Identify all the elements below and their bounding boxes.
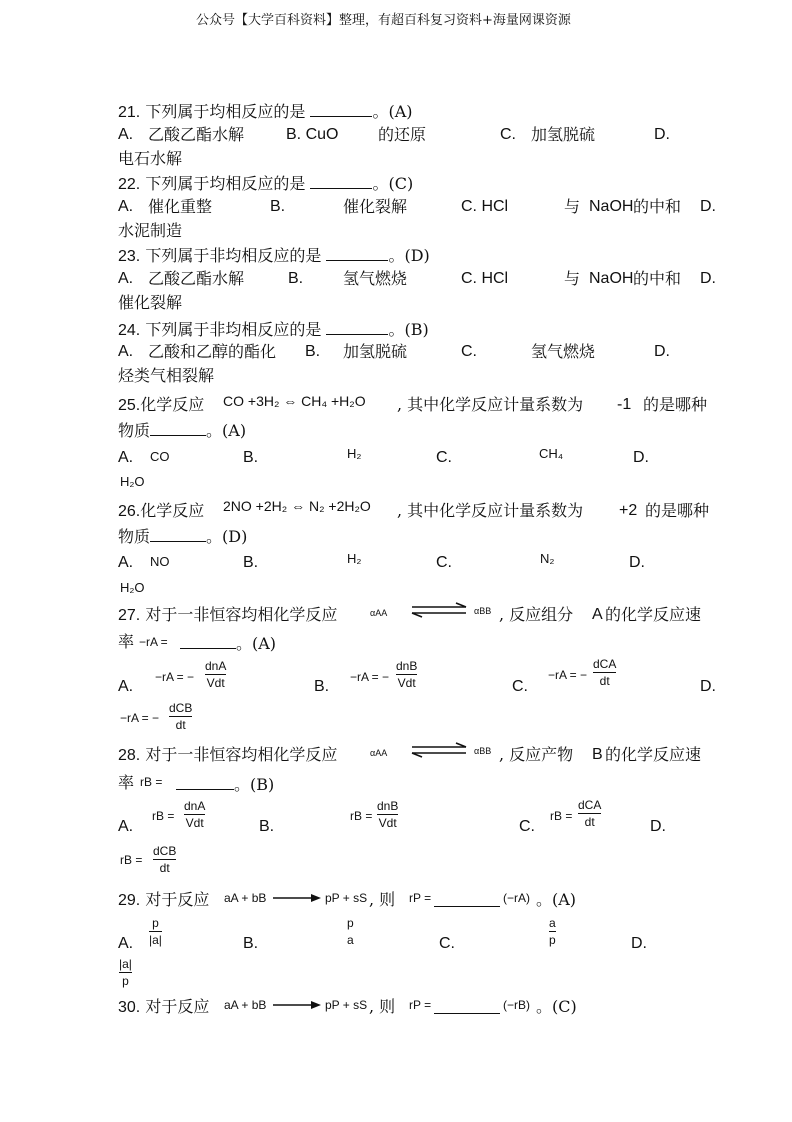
option-a-text: 乙酸乙酯水解 bbox=[148, 125, 245, 144]
question-27: 27. 对于一非恒容均相化学反应 bbox=[118, 605, 338, 624]
option-d: D. bbox=[700, 678, 716, 695]
option-a: A. bbox=[118, 343, 134, 360]
option-d-text: 烃类气相裂解 bbox=[118, 366, 215, 385]
option-c: C. bbox=[500, 126, 516, 143]
reactant-term: αAA bbox=[370, 608, 388, 618]
answer-blank bbox=[150, 527, 206, 542]
option-d: D. bbox=[633, 449, 649, 466]
option-b-formula: H₂ bbox=[347, 446, 362, 461]
option-a-formula: −rA = − bbox=[155, 670, 195, 684]
option-a-formula: NO bbox=[150, 554, 170, 569]
option-a: A. bbox=[118, 126, 134, 143]
reactant-term: aA + bB bbox=[224, 891, 267, 905]
option-c: C. bbox=[436, 449, 452, 466]
option-a: A. bbox=[118, 198, 134, 215]
option-b: B. bbox=[288, 270, 304, 287]
option-a: A. bbox=[118, 935, 134, 952]
option-d-text: 电石水解 bbox=[118, 149, 183, 168]
answer-blank bbox=[310, 102, 372, 117]
rate-expression: rP = bbox=[409, 891, 432, 905]
option-b-text: 加氢脱硫 bbox=[343, 342, 408, 361]
product-term: αBB bbox=[474, 606, 492, 616]
option-a-fraction: dnA Vdt bbox=[184, 799, 206, 830]
answer-label: 。(A) bbox=[536, 890, 577, 909]
option-c: C. bbox=[512, 678, 528, 695]
question-text: 率 bbox=[118, 773, 135, 792]
equilibrium-arrow-icon bbox=[410, 743, 468, 757]
question-text: 物质 。(D) bbox=[118, 527, 248, 546]
reaction-equation: CO +3H₂ ⇔ CH₄ +H₂O bbox=[223, 393, 366, 409]
option-c-text: 与 bbox=[564, 269, 581, 288]
option-c: C. bbox=[461, 343, 477, 360]
option-b: B. bbox=[314, 678, 330, 695]
answer-blank bbox=[310, 174, 372, 189]
option-d: D. bbox=[650, 818, 666, 835]
question-30: 30. 对于反应 bbox=[118, 997, 210, 1016]
option-b-text: 的还原 bbox=[378, 125, 427, 144]
question-text: 。(B) bbox=[176, 775, 274, 793]
product-term: pP + sS bbox=[325, 891, 368, 905]
species-symbol: A bbox=[592, 606, 603, 623]
naoh-formula: NaOH bbox=[589, 198, 634, 215]
option-d-text: 水泥制造 bbox=[118, 221, 183, 240]
question-21: 21. 下列属于均相反应的是 。(A) bbox=[118, 102, 413, 121]
option-c: C. bbox=[519, 818, 535, 835]
option-d-formula: −rA = − bbox=[120, 711, 160, 725]
option-c: C. bbox=[436, 554, 452, 571]
reaction-equation: 2NO +2H₂ ⇔ N₂ +2H₂O bbox=[223, 498, 371, 514]
answer-label: 。(C) bbox=[536, 997, 577, 1016]
option-b-text: 催化裂解 bbox=[343, 197, 408, 216]
question-text: , 则 bbox=[369, 997, 396, 1016]
option-c-formula: rB = bbox=[550, 809, 573, 823]
option-d-fraction: dCB dt bbox=[169, 701, 193, 732]
option-a-fraction: dnA Vdt bbox=[205, 659, 227, 690]
option-d-formula: H₂O bbox=[120, 580, 145, 595]
option-d: D. bbox=[700, 270, 716, 287]
question-text: 的化学反应速 bbox=[605, 745, 702, 764]
option-b: B. bbox=[243, 449, 259, 466]
naoh-formula: NaOH bbox=[589, 270, 634, 287]
answer-blank bbox=[326, 320, 388, 335]
option-b-fraction: dnB Vdt bbox=[377, 799, 399, 830]
option-a: A. bbox=[118, 554, 134, 571]
question-28: 28. 对于一非恒容均相化学反应 bbox=[118, 745, 338, 764]
option-b: B. CuO bbox=[286, 126, 339, 143]
rate-term: (−rB) bbox=[503, 998, 530, 1012]
equilibrium-arrow-icon bbox=[410, 603, 468, 617]
species-symbol: B bbox=[592, 746, 603, 763]
option-c-fraction: dCA dt bbox=[593, 657, 617, 688]
option-b: B. bbox=[259, 818, 275, 835]
page-header: 公众号【大学百科资料】整理，有超百科复习资料+海量网课资源 bbox=[196, 13, 571, 28]
option-c: C. bbox=[439, 935, 455, 952]
option-b: B. bbox=[243, 935, 259, 952]
product-term: αBB bbox=[474, 746, 492, 756]
option-a: A. bbox=[118, 678, 134, 695]
answer-blank bbox=[150, 421, 206, 436]
reactant-term: αAA bbox=[370, 748, 388, 758]
reaction-arrow-icon bbox=[273, 893, 321, 903]
question-text: 的是哪种 bbox=[643, 395, 708, 414]
option-d-text: 催化裂解 bbox=[118, 293, 183, 312]
option-a: A. bbox=[118, 270, 134, 287]
option-c: C. HCl bbox=[461, 270, 509, 287]
answer-blank bbox=[176, 775, 234, 790]
option-c-fraction: dCA dt bbox=[578, 798, 602, 829]
option-b-text: 氢气燃烧 bbox=[343, 269, 408, 288]
option-b: B. bbox=[243, 554, 259, 571]
question-text: , 反应产物 bbox=[499, 745, 574, 764]
option-d-fraction: dCB dt bbox=[153, 844, 177, 875]
option-d: D. bbox=[654, 343, 670, 360]
rate-expression: −rA = bbox=[139, 635, 168, 649]
reactant-term: aA + bB bbox=[224, 998, 267, 1012]
option-b-formula: −rA = − bbox=[350, 670, 390, 684]
question-29: 29. 对于反应 bbox=[118, 890, 210, 909]
option-c-formula: −rA = − bbox=[548, 668, 588, 682]
question-text: , 则 bbox=[369, 890, 396, 909]
option-d: D. bbox=[629, 554, 645, 571]
question-text: 。(A) bbox=[180, 634, 276, 652]
option-d: D. bbox=[654, 126, 670, 143]
option-d-fraction: |a| p bbox=[119, 957, 132, 988]
answer-blank bbox=[434, 892, 500, 910]
product-term: pP + sS bbox=[325, 998, 368, 1012]
question-text: , 其中化学反应计量系数为 bbox=[397, 395, 584, 414]
question-22: 22. 下列属于均相反应的是 。(C) bbox=[118, 174, 414, 193]
option-a-text: 乙酸乙酯水解 bbox=[148, 269, 245, 288]
option-d: D. bbox=[631, 935, 647, 952]
rate-expression: rP = bbox=[409, 998, 432, 1012]
question-24: 24. 下列属于非均相反应的是 。(B) bbox=[118, 320, 429, 339]
option-c-formula: N₂ bbox=[540, 551, 555, 566]
option-c-text: 与 bbox=[564, 197, 581, 216]
rate-expression: rB = bbox=[140, 775, 163, 789]
question-text: 的化学反应速 bbox=[605, 605, 702, 624]
option-c-text: 氢气燃烧 bbox=[531, 342, 596, 361]
question-text: 物质 。(A) bbox=[118, 421, 247, 440]
option-b-formula: rB = bbox=[350, 809, 373, 823]
option-a: A. bbox=[118, 449, 134, 466]
question-text: , 反应组分 bbox=[499, 605, 574, 624]
option-c-text-2: 的中和 bbox=[633, 269, 682, 288]
option-c-text: 加氢脱硫 bbox=[531, 125, 596, 144]
option-d: D. bbox=[700, 198, 716, 215]
option-d-formula: H₂O bbox=[120, 474, 145, 489]
option-c-fraction: a p bbox=[549, 916, 556, 947]
question-text: 率 bbox=[118, 632, 135, 651]
question-25: 25.化学反应 bbox=[118, 395, 205, 414]
option-a-formula: CO bbox=[150, 449, 170, 464]
option-a-formula: rB = bbox=[152, 809, 175, 823]
option-b: B. bbox=[305, 343, 321, 360]
reaction-arrow-icon bbox=[273, 1000, 321, 1010]
coefficient-value: +2 bbox=[619, 502, 638, 519]
question-23: 23. 下列属于非均相反应的是 。(D) bbox=[118, 246, 430, 265]
question-26: 26.化学反应 bbox=[118, 501, 205, 520]
option-c-text-2: 的中和 bbox=[633, 197, 682, 216]
option-b-formula: H₂ bbox=[347, 551, 362, 566]
answer-blank bbox=[326, 246, 388, 261]
option-a-text: 催化重整 bbox=[148, 197, 213, 216]
answer-blank bbox=[180, 634, 236, 649]
question-text: 的是哪种 bbox=[645, 501, 710, 520]
option-b-fraction: p a bbox=[347, 916, 354, 947]
answer-blank bbox=[434, 999, 500, 1017]
option-c: C. HCl bbox=[461, 198, 509, 215]
option-a: A. bbox=[118, 818, 134, 835]
question-text: , 其中化学反应计量系数为 bbox=[397, 501, 584, 520]
option-b-fraction: dnB Vdt bbox=[396, 659, 418, 690]
option-a-text: 乙酸和乙醇的酯化 bbox=[148, 342, 277, 361]
option-a-fraction: p |a| bbox=[149, 916, 162, 947]
option-c-formula: CH₄ bbox=[539, 446, 564, 461]
coefficient-value: -1 bbox=[617, 396, 632, 413]
option-d-formula: rB = bbox=[120, 853, 143, 867]
option-b: B. bbox=[270, 198, 286, 215]
rate-term: (−rA) bbox=[503, 891, 530, 905]
